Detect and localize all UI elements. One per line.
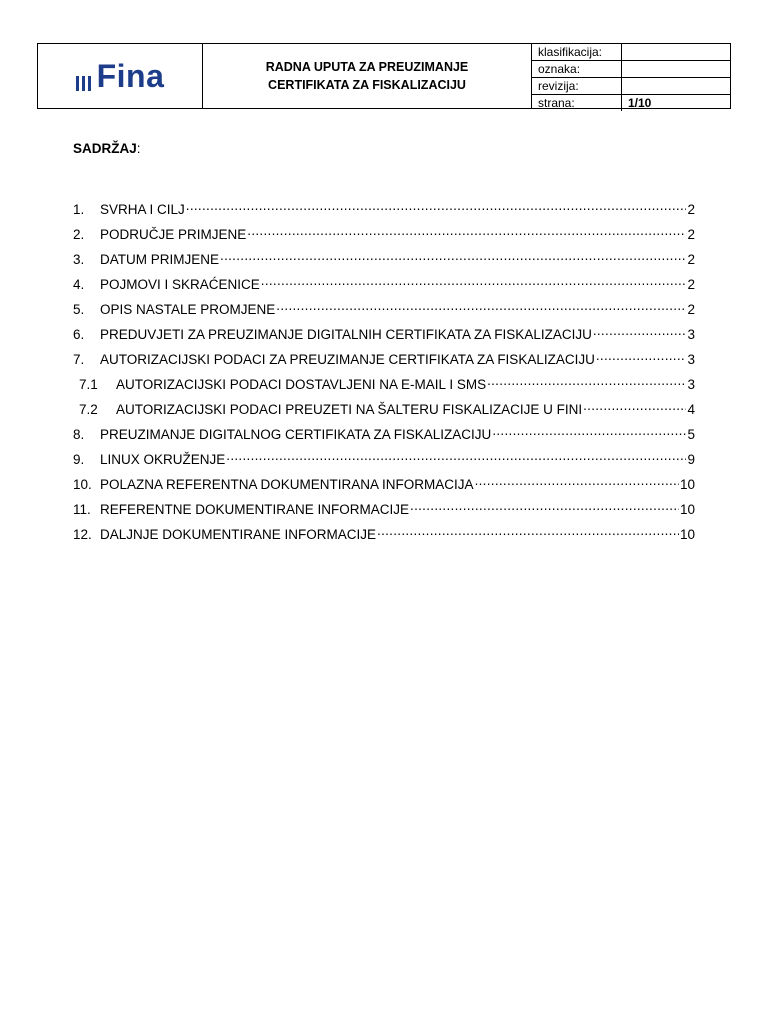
toc-entry-page: 2 [687, 202, 695, 217]
meta-value [622, 61, 730, 77]
meta-label: strana: [532, 95, 622, 111]
toc-entry[interactable] [73, 323, 695, 348]
toc-entry-number: 7. [73, 352, 85, 367]
logo-cell [38, 44, 203, 108]
toc-entry[interactable] [73, 398, 695, 423]
toc-entry[interactable] [73, 473, 695, 498]
toc-entry-title: DALJNJE DOKUMENTIRANE INFORMACIJE [100, 527, 377, 542]
toc-entry-page: 5 [687, 427, 695, 442]
toc-entry[interactable] [73, 348, 695, 373]
table-of-contents [73, 198, 695, 548]
toc-entry-title: AUTORIZACIJSKI PODACI ZA PREUZIMANJE CERTIFIKATA ZA FISKALIZACIJU [100, 352, 595, 367]
fina-logo [76, 58, 165, 95]
toc-entry[interactable] [73, 248, 695, 273]
document-title [203, 44, 532, 108]
meta-label: klasifikacija: [532, 44, 622, 60]
toc-entry-page: 2 [687, 302, 695, 317]
toc-entry-page: 4 [687, 402, 695, 417]
toc-leader-dots [492, 423, 686, 439]
toc-entry-title: PREDUVJETI ZA PREUZIMANJE DIGITALNIH CERTIFIKATA ZA FISKALIZACIJU [100, 327, 592, 342]
toc-entry-page: 10 [679, 477, 695, 492]
toc-entry-number: 3. [73, 252, 85, 267]
title-line-2: CERTIFIKATA ZA FISKALIZACIJU [268, 78, 466, 92]
toc-entry-title: AUTORIZACIJSKI PODACI PREUZETI NA ŠALTERU FISKALIZACIJE U FINI [116, 402, 583, 417]
toc-leader-dots [220, 248, 686, 264]
toc-entry-page: 10 [679, 502, 695, 517]
meta-value [622, 44, 730, 60]
title-line-1: RADNA UPUTA ZA PREUZIMANJE [265, 60, 469, 74]
toc-entry[interactable] [73, 448, 695, 473]
toc-entry-number: 10. [73, 477, 92, 492]
toc-entry[interactable] [73, 423, 695, 448]
meta-table [532, 44, 730, 108]
toc-heading-colon: : [136, 141, 141, 156]
toc-entry-title: PODRUČJE PRIMJENE [100, 227, 247, 242]
meta-value [622, 78, 730, 94]
toc-entry-title: SVRHA I CILJ [100, 202, 185, 217]
toc-leader-dots [410, 498, 679, 514]
toc-leader-dots [247, 223, 686, 239]
toc-entry-title: OPIS NASTALE PROMJENE [100, 302, 276, 317]
toc-leader-dots [593, 323, 687, 339]
meta-row [532, 44, 730, 61]
toc-heading-text: SADRŽAJ [73, 141, 137, 156]
toc-entry-page: 3 [687, 352, 695, 367]
toc-entry[interactable] [73, 523, 695, 548]
toc-entry-title: REFERENTNE DOKUMENTIRANE INFORMACIJE [100, 502, 410, 517]
toc-entry-page: 2 [687, 277, 695, 292]
toc-entry-number: 5. [73, 302, 85, 317]
toc-leader-dots [186, 198, 687, 214]
toc-leader-dots [475, 473, 679, 489]
toc-entry[interactable] [73, 298, 695, 323]
meta-value: 1/10 [628, 96, 652, 110]
toc-entry[interactable] [73, 273, 695, 298]
toc-entry-page: 3 [687, 327, 695, 342]
logo-text: Fina [96, 57, 165, 94]
toc-entry-title: AUTORIZACIJSKI PODACI DOSTAVLJENI NA E-MAIL I SMS [116, 377, 487, 392]
toc-leader-dots [276, 298, 686, 314]
toc-entry-title: LINUX OKRUŽENJE [100, 452, 226, 467]
toc-entry-number: 7.1 [79, 377, 98, 392]
toc-entry-number: 12. [73, 527, 92, 542]
meta-row [532, 61, 730, 78]
toc-entry-number: 1. [73, 202, 85, 217]
toc-entry-number: 7.2 [79, 402, 98, 417]
toc-heading [73, 141, 141, 156]
meta-label: oznaka: [532, 61, 622, 77]
document-header [37, 43, 731, 109]
toc-leader-dots [377, 523, 679, 539]
toc-leader-dots [261, 273, 687, 289]
toc-entry-title: POJMOVI I SKRAĆENICE [100, 277, 260, 292]
toc-entry-number: 8. [73, 427, 85, 442]
toc-entry-page: 10 [679, 527, 695, 542]
toc-entry-page: 9 [687, 452, 695, 467]
toc-entry-number: 9. [73, 452, 85, 467]
toc-entry-number: 2. [73, 227, 85, 242]
toc-entry-number: 6. [73, 327, 85, 342]
toc-entry-page: 2 [687, 252, 695, 267]
toc-leader-dots [583, 398, 686, 414]
toc-leader-dots [596, 348, 687, 364]
meta-row [532, 78, 730, 95]
toc-entry[interactable] [73, 198, 695, 223]
toc-leader-dots [487, 373, 686, 389]
toc-entry-page: 2 [687, 227, 695, 242]
toc-entry-number: 4. [73, 277, 85, 292]
toc-entry-title: POLAZNA REFERENTNA DOKUMENTIRANA INFORMACIJA [100, 477, 474, 492]
toc-entry-number: 11. [73, 502, 91, 517]
toc-entry[interactable] [73, 223, 695, 248]
meta-label: revizija: [532, 78, 622, 94]
toc-entry[interactable] [73, 498, 695, 523]
toc-entry-title: PREUZIMANJE DIGITALNOG CERTIFIKATA ZA FISKALIZACIJU [100, 427, 492, 442]
toc-entry[interactable] [73, 373, 695, 398]
toc-leader-dots [226, 448, 686, 464]
toc-entry-page: 3 [687, 377, 695, 392]
logo-bars-icon [76, 69, 91, 91]
toc-entry-title: DATUM PRIMJENE [100, 252, 220, 267]
meta-row [532, 95, 730, 111]
